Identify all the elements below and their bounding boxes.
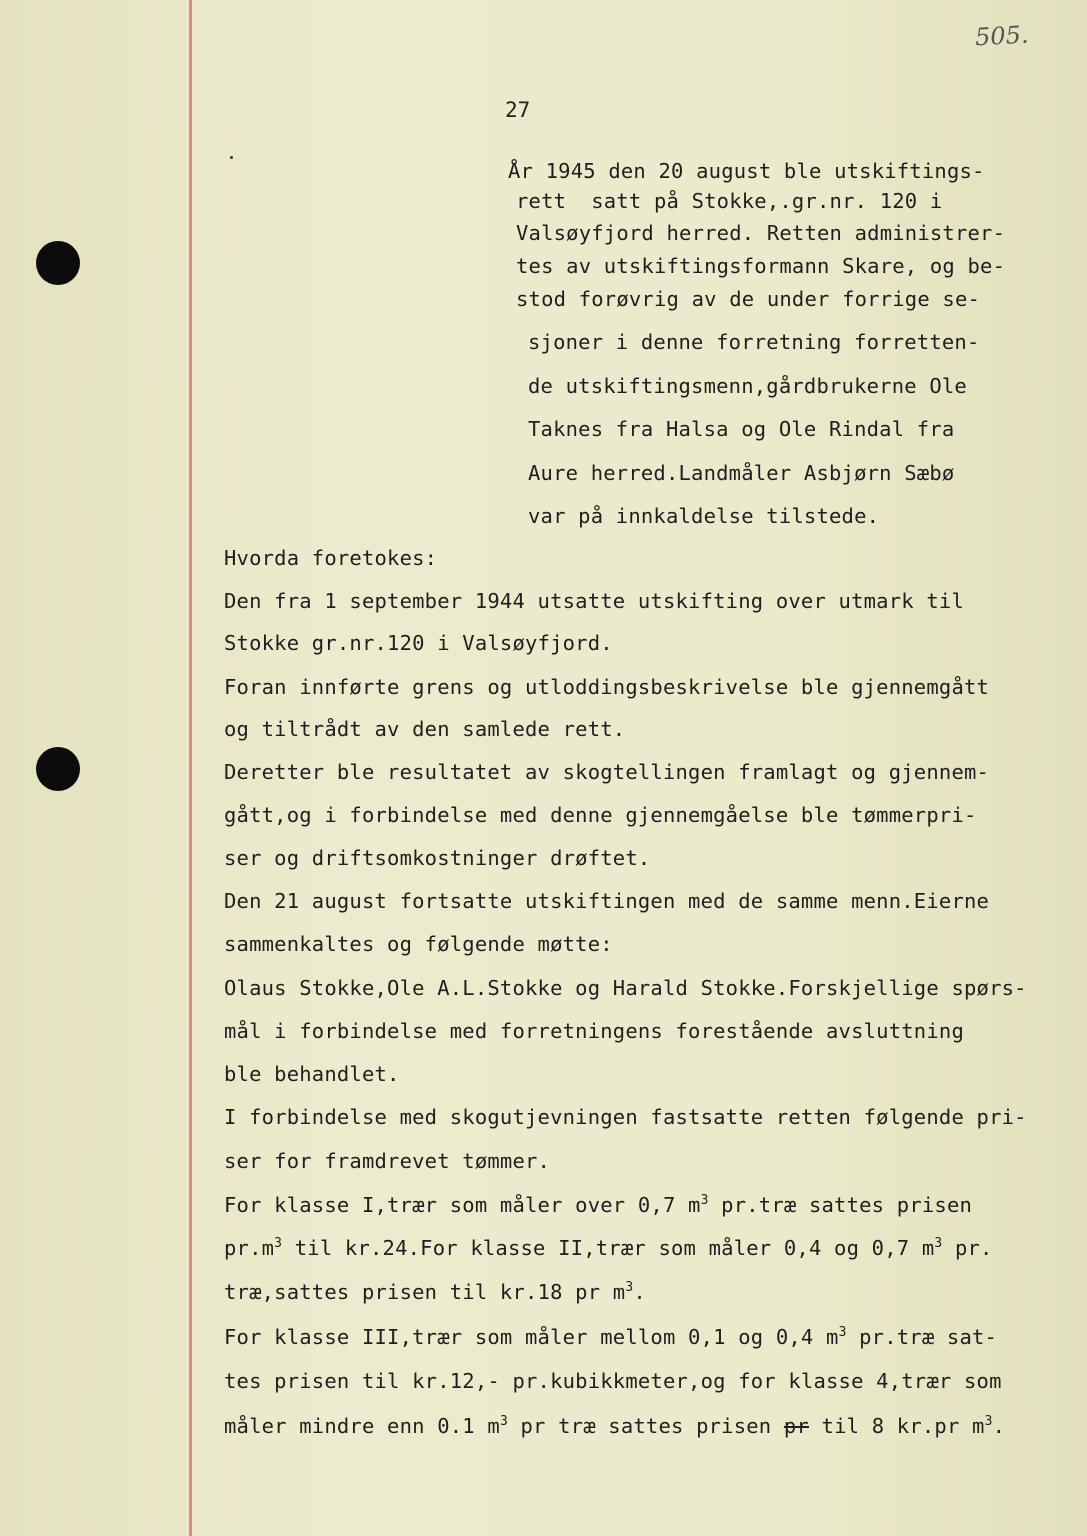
text-line: År 1945 den 20 august ble utskiftings-	[508, 159, 985, 183]
text-line: var på innkaldelse tilstede.	[528, 504, 880, 528]
text-line: ser for framdrevet tømmer.	[224, 1149, 551, 1173]
text-line: I forbindelse med skogutjevningen fastsatte retten følgende pri-	[224, 1105, 1027, 1129]
text-line: Aure herred.Landmåler Asbjørn Sæbø	[528, 461, 955, 485]
text-line: sammenkaltes og følgende møtte:	[224, 932, 613, 956]
text-line: Foran innførte grens og utloddingsbeskrivelse ble gjennemgått	[224, 675, 990, 699]
text-line: rett satt på Stokke,.gr.nr. 120 i	[516, 189, 943, 213]
text-line: måler mindre enn 0.1 $m^3$ pr træ sattes prisen pr til 8 kr.pr $m^3$.	[224, 1414, 1006, 1438]
text-line: og tiltrådt av den samlede rett.	[224, 717, 626, 741]
text-line: Stokke gr.nr.120 i Valsøyfjord.	[224, 631, 613, 655]
text-line: mål i forbindelse med forretningens forestående avsluttning	[224, 1019, 964, 1043]
text-line: tes av utskiftingsformann Skare, og be-	[516, 254, 1006, 278]
text-line: Hvorda foretokes:	[224, 546, 438, 570]
text-line: Olaus Stokke,Ole A.L.Stokke og Harald Stokke.Forskjellige spørs-	[224, 976, 1027, 1000]
text-line: Den 21 august fortsatte utskiftingen med de samme menn.Eierne	[224, 889, 990, 913]
text-line: sjoner i denne forretning forretten-	[528, 330, 980, 354]
margin-rule	[189, 0, 192, 1536]
text-line: For klasse III,trær som måler mellom 0,1 og 0,4 $m^3$ pr.træ sat-	[224, 1325, 998, 1349]
text-line: Taknes fra Halsa og Ole Rindal fra	[528, 417, 955, 441]
folio-number: 505.	[974, 20, 1030, 52]
text-line: Valsøyfjord herred. Retten administrer-	[516, 221, 1006, 245]
text-line: Den fra 1 september 1944 utsatte utskifting over utmark til	[224, 589, 964, 613]
ink-dot	[230, 156, 233, 159]
text-line: For klasse I,trær som måler over 0,7 $m^3$ pr.træ sattes prisen	[224, 1193, 973, 1217]
text-line: gått,og i forbindelse med denne gjennemgåelse ble tømmerpri-	[224, 803, 977, 827]
text-line: ble behandlet.	[224, 1062, 400, 1086]
text-line: ser og driftsomkostninger drøftet.	[224, 846, 651, 870]
text-line: de utskiftingsmenn,gårdbrukerne Ole	[528, 374, 967, 398]
text-line: træ,sattes prisen til kr.18 pr $m^3$.	[224, 1280, 646, 1304]
text-line: tes prisen til kr.12,- pr.kubikkmeter,og for klasse 4,trær som	[224, 1369, 1002, 1393]
punch-hole-top	[36, 241, 80, 285]
punch-hole-middle	[36, 747, 80, 791]
text-line: $pr.m^3$ til kr.24.For klasse II,trær som måler 0,4 og 0,7 $m^3$ pr.	[224, 1236, 993, 1260]
text-line: stod forøvrig av de under forrige se-	[516, 287, 981, 311]
page-number: 27	[505, 98, 531, 122]
text-line: Deretter ble resultatet av skogtellingen framlagt og gjennem-	[224, 760, 990, 784]
